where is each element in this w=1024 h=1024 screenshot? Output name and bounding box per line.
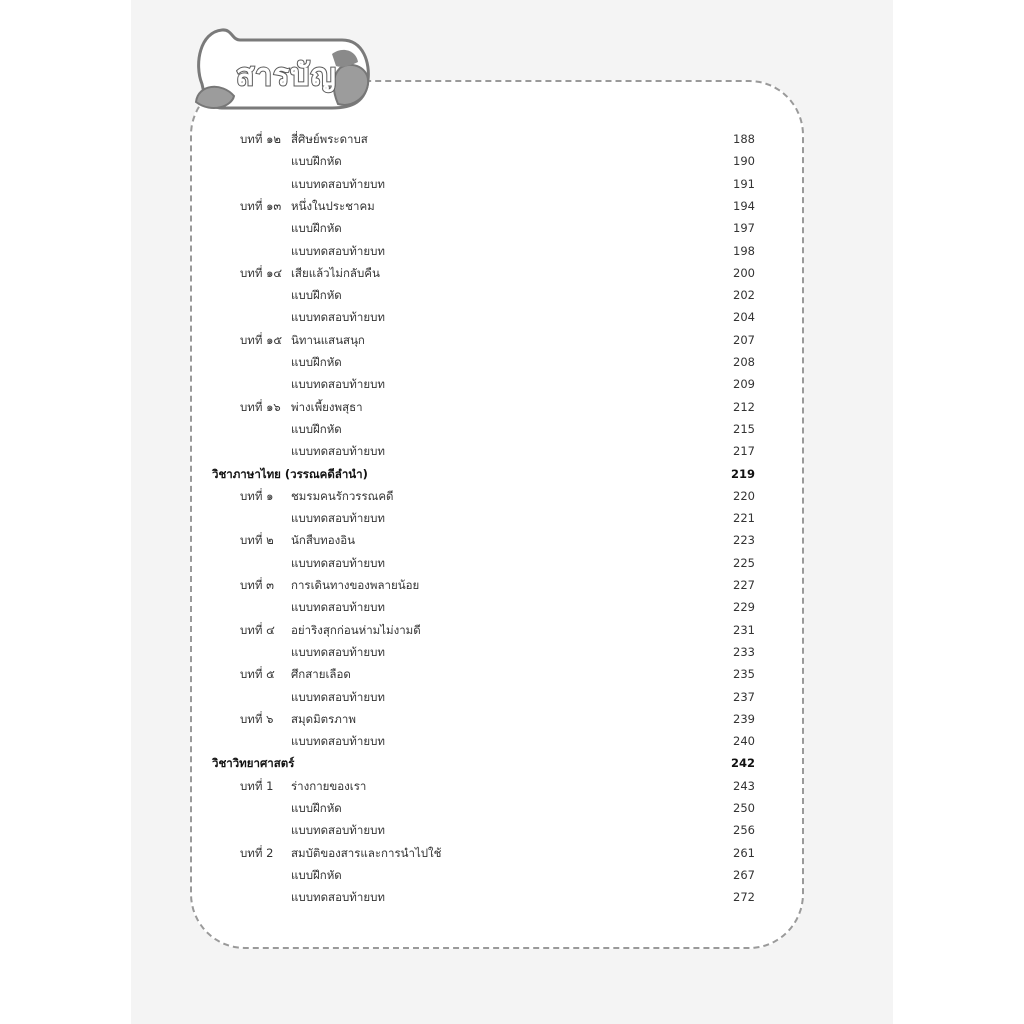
page-number: 242 xyxy=(730,756,755,771)
toc-entry xyxy=(200,418,755,440)
page-number: 198 xyxy=(733,243,755,258)
page-number: 256 xyxy=(733,823,755,838)
entry-title: วิชาวิทยาศาสตร์ xyxy=(212,756,295,771)
toc-entry xyxy=(200,819,755,841)
entry-title: แบบทดสอบท้ายบท xyxy=(291,310,385,325)
toc-section-heading xyxy=(200,463,755,485)
entry-title: แบบทดสอบท้ายบท xyxy=(291,890,385,905)
entry-title: แบบฝึกหัด xyxy=(291,154,342,169)
chapter-label: บทที่ ๑๔ xyxy=(240,265,283,280)
toc-entry xyxy=(200,373,755,395)
toc-entry xyxy=(200,775,755,797)
entry-title: แบบทดสอบท้ายบท xyxy=(291,689,385,704)
toc-entry xyxy=(200,284,755,306)
toc-entry xyxy=(200,552,755,574)
toc-entry xyxy=(200,529,755,551)
page-number: 223 xyxy=(733,533,755,548)
page-number: 209 xyxy=(733,377,755,392)
entry-title: เสียแล้วไม่กลับคืน xyxy=(291,265,380,280)
page-number: 215 xyxy=(733,421,755,436)
toc-entry xyxy=(200,195,755,217)
chapter-label: บทที่ ๑ xyxy=(240,488,274,503)
page-number: 243 xyxy=(733,778,755,793)
page-title: สารบัญ xyxy=(236,58,337,93)
toc-section-heading xyxy=(200,752,755,774)
toc-entry xyxy=(200,663,755,685)
chapter-label: บทที่ ๒ xyxy=(240,533,274,548)
entry-title: นักสืบทองอิน xyxy=(291,533,356,548)
page-number: 261 xyxy=(733,845,755,860)
page-number: 239 xyxy=(733,711,755,726)
chapter-label: บทที่ ๖ xyxy=(240,711,274,726)
entry-title: สมบัติของสารและการนำไปใช้ xyxy=(291,845,442,860)
page-number: 190 xyxy=(733,154,755,169)
chapter-label: บทที่ ๑๓ xyxy=(240,198,282,213)
toc-entry xyxy=(200,708,755,730)
entry-title: ร่างกายของเรา xyxy=(291,778,367,793)
page-number: 221 xyxy=(733,511,755,526)
entry-title: แบบทดสอบท้ายบท xyxy=(291,511,385,526)
toc-entry xyxy=(200,730,755,752)
entry-title: ศึกสายเลือด xyxy=(291,667,351,682)
toc-entry xyxy=(200,507,755,529)
toc-entry xyxy=(200,842,755,864)
entry-title: หนึ่งในประชาคม xyxy=(291,198,375,213)
page-number: 267 xyxy=(733,867,755,882)
entry-title: แบบฝึกหัด xyxy=(291,867,342,882)
toc-entry xyxy=(200,641,755,663)
page-number: 240 xyxy=(733,734,755,749)
entry-title: การเดินทางของพลายน้อย xyxy=(291,578,420,592)
entry-title: สมุดมิตรภาพ xyxy=(291,711,356,726)
toc-entry xyxy=(200,440,755,462)
chapter-label: บทที่ 2 xyxy=(240,845,274,860)
toc-entry xyxy=(200,886,755,908)
entry-title: แบบทดสอบท้ายบท xyxy=(291,823,385,838)
entry-title: วิชาภาษาไทย (วรรณคดีลำนำ) xyxy=(212,466,368,481)
chapter-label: บทที่ 1 xyxy=(240,778,274,793)
toc-entry xyxy=(200,396,755,418)
entry-title: แบบฝึกหัด xyxy=(291,221,342,236)
chapter-label: บทที่ ๑๒ xyxy=(240,132,281,146)
toc-entry xyxy=(200,797,755,819)
toc-entry xyxy=(200,485,755,507)
toc-entry xyxy=(200,150,755,172)
entry-title: สี่ศิษย์พระดาบส xyxy=(291,132,368,146)
chapter-label: บทที่ ๕ xyxy=(240,667,275,682)
toc-entry xyxy=(200,306,755,328)
page-number: 202 xyxy=(733,288,755,303)
toc-entry xyxy=(200,686,755,708)
page-number: 208 xyxy=(733,355,755,369)
entry-title: อย่าริงสุกก่อนห่ามไม่งามดี xyxy=(291,622,421,637)
page-number: 220 xyxy=(733,488,755,503)
entry-title: นิทานแสนสนุก xyxy=(291,332,365,347)
toc-entry xyxy=(200,329,755,351)
toc-entry xyxy=(200,217,755,239)
entry-title: แบบทดสอบท้ายบท xyxy=(291,644,385,659)
page-number: 197 xyxy=(733,221,755,236)
page-number: 200 xyxy=(733,265,755,280)
page-number: 217 xyxy=(733,444,755,459)
page-number: 229 xyxy=(733,600,755,615)
page-number: 194 xyxy=(733,198,755,213)
toc-entry xyxy=(200,574,755,596)
toc-entry xyxy=(200,240,755,262)
page-number: 188 xyxy=(733,132,755,146)
toc-entry xyxy=(200,619,755,641)
toc-entry xyxy=(200,864,755,886)
toc-entry xyxy=(200,128,755,150)
chapter-label: บทที่ ๑๕ xyxy=(240,332,283,347)
entry-title: แบบทดสอบท้ายบท xyxy=(291,600,385,615)
entry-title: แบบทดสอบท้ายบท xyxy=(291,377,385,392)
entry-title: แบบฝึกหัด xyxy=(291,355,342,369)
entry-title: แบบทดสอบท้ายบท xyxy=(291,555,385,570)
entry-title: แบบทดสอบท้ายบท xyxy=(291,243,385,258)
page-number: 235 xyxy=(733,667,755,682)
page-number: 204 xyxy=(733,310,755,325)
entry-title: ชมรมคนรักวรรณคดี xyxy=(291,488,394,503)
page-number: 191 xyxy=(733,176,755,191)
entry-title: แบบทดสอบท้ายบท xyxy=(291,444,385,459)
toc-entry xyxy=(200,173,755,195)
entry-title: แบบฝึกหัด xyxy=(291,421,342,436)
page-number: 250 xyxy=(733,801,755,815)
page-number: 237 xyxy=(733,689,755,704)
toc-entry xyxy=(200,262,755,284)
page-number: 207 xyxy=(733,332,755,347)
entry-title: พ่างเพี้ยงพสุธา xyxy=(291,399,363,414)
page-number: 272 xyxy=(733,890,755,905)
chapter-label: บทที่ ๓ xyxy=(240,578,274,592)
page-number: 231 xyxy=(733,622,755,637)
page-number: 227 xyxy=(733,578,755,592)
chapter-label: บทที่ ๔ xyxy=(240,622,275,637)
entry-title: แบบทดสอบท้ายบท xyxy=(291,176,385,191)
page-number: 225 xyxy=(733,555,755,570)
toc-entry xyxy=(200,596,755,618)
chapter-label: บทที่ ๑๖ xyxy=(240,399,281,414)
page-number: 212 xyxy=(733,399,755,414)
page-number: 219 xyxy=(730,466,755,481)
toc-entry xyxy=(200,351,755,373)
page-number: 233 xyxy=(733,644,755,659)
entry-title: แบบฝึกหัด xyxy=(291,801,342,815)
entry-title: แบบทดสอบท้ายบท xyxy=(291,734,385,749)
entry-title: แบบฝึกหัด xyxy=(291,288,342,303)
